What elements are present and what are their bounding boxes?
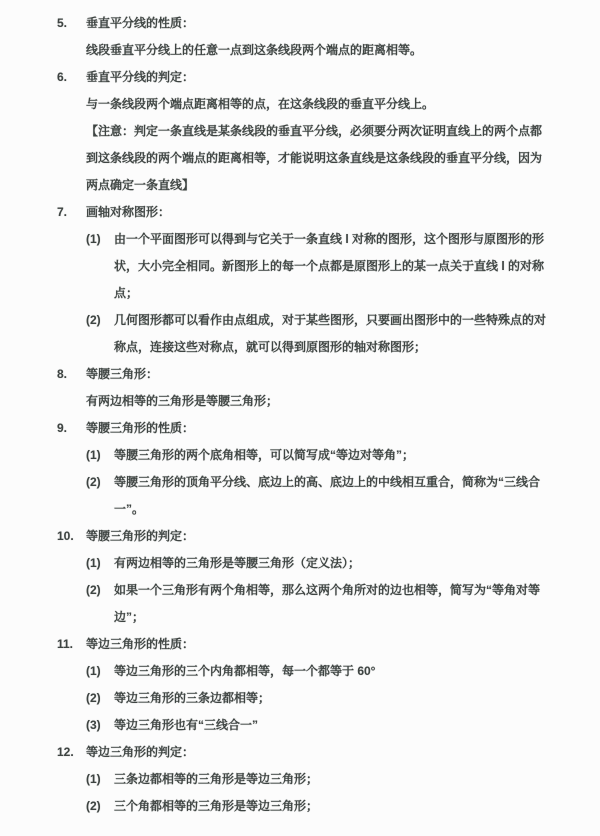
subitem-marker: (1) xyxy=(86,772,101,786)
item-number: 11. xyxy=(57,637,74,651)
item-content xyxy=(86,415,549,523)
item-title: 等腰三角形： xyxy=(86,367,159,381)
subitem-text: 如果一个三角形有两个角相等，那么这两个角所对的边也相等，简写为“等角对等边”； xyxy=(114,583,541,624)
subitem-marker: (3) xyxy=(86,718,101,732)
item-number: 10. xyxy=(57,529,74,543)
list-item xyxy=(57,523,555,631)
item-content xyxy=(86,199,549,361)
subitem-marker: (1) xyxy=(86,556,101,570)
subitem-text: 有两边相等的三角形是等腰三角形（定义法）； xyxy=(114,556,361,570)
item-title: 画轴对称图形： xyxy=(86,205,171,219)
item-number: 6. xyxy=(57,70,68,84)
sub-item xyxy=(86,658,549,685)
subitem-text: 等腰三角形的顶角平分线、底边上的高、底边上的中线相互重合，简称为“三线合一”。 xyxy=(114,475,541,516)
item-content xyxy=(86,523,549,631)
sub-item xyxy=(86,712,549,739)
subitem-marker: (2) xyxy=(86,691,101,705)
subitem-text: 等边三角形的三个内角都相等，每一个都等于 60° xyxy=(114,664,376,678)
list-item xyxy=(57,10,555,64)
subitem-marker: (1) xyxy=(86,448,101,462)
subitem-text: 由一个平面图形可以得到与它关于一条直线 l 对称的图形，这个图形与原图形的形状，大小完全相同。新图形上的每一个点都是原图形上的某一点关于直线 l 的对称点； xyxy=(114,232,545,300)
subitem-marker: (2) xyxy=(86,475,101,489)
subitem-marker: (1) xyxy=(86,664,101,678)
notes-list xyxy=(57,10,555,820)
list-item xyxy=(57,631,555,739)
item-content xyxy=(86,64,549,199)
item-number: 8. xyxy=(57,367,68,381)
item-title: 垂直平分线的判定： xyxy=(86,70,195,84)
subitem-text: 等边三角形也有“三线合一” xyxy=(114,718,259,732)
item-number: 9. xyxy=(57,421,68,435)
item-content xyxy=(86,10,549,64)
subitem-text: 等腰三角形的两个底角相等，可以简写成“等边对等角”； xyxy=(114,448,415,462)
list-item xyxy=(57,199,555,361)
sub-item xyxy=(86,307,549,361)
item-number: 12. xyxy=(57,745,74,759)
sub-item xyxy=(86,226,549,307)
item-content xyxy=(86,631,549,739)
subitem-text: 几何图形都可以看作由点组成，对于某些图形，只要画出图形中的一些特殊点的对称点，连接这些对称点，就可以得到原图形的轴对称图形； xyxy=(114,313,547,354)
item-paragraph: 线段垂直平分线上的任意一点到这条线段两个端点的距离相等。 xyxy=(86,43,423,57)
list-item xyxy=(57,739,555,820)
item-title: 垂直平分线的性质： xyxy=(86,16,195,30)
sub-item xyxy=(86,577,549,631)
sub-item xyxy=(86,442,549,469)
subitem-marker: (2) xyxy=(86,583,101,597)
sub-item xyxy=(86,685,549,712)
item-title: 等边三角形的性质： xyxy=(86,637,195,651)
subitem-text: 三个角都相等的三角形是等边三角形； xyxy=(114,799,319,813)
item-paragraph: 有两边相等的三角形是等腰三角形； xyxy=(86,394,279,408)
sub-item xyxy=(86,469,549,523)
item-paragraph: 【注意：判定一条直线是某条线段的垂直平分线，必须要分两次证明直线上的两个点都到这条线段的两个端点的距离相等，才能说明这条直线是这条线段的垂直平分线，因为两点确定一条直线】 xyxy=(86,124,543,192)
list-item xyxy=(57,64,555,199)
item-title: 等腰三角形的性质： xyxy=(86,421,195,435)
item-number: 7. xyxy=(57,205,68,219)
sub-item xyxy=(86,793,549,820)
sub-item xyxy=(86,550,549,577)
list-item xyxy=(57,361,555,415)
item-content xyxy=(86,739,549,820)
subitem-text: 三条边都相等的三角形是等边三角形； xyxy=(114,772,319,786)
subitem-marker: (2) xyxy=(86,313,101,327)
sub-item xyxy=(86,766,549,793)
subitem-marker: (1) xyxy=(86,232,101,246)
item-content xyxy=(86,361,549,415)
subitem-text: 等边三角形的三条边都相等； xyxy=(114,691,271,705)
item-paragraph: 与一条线段两个端点距离相等的点，在这条线段的垂直平分线上。 xyxy=(86,97,435,111)
item-title: 等腰三角形的判定： xyxy=(86,529,195,543)
item-title: 等边三角形的判定： xyxy=(86,745,195,759)
list-item xyxy=(57,415,555,523)
item-number: 5. xyxy=(57,16,68,30)
subitem-marker: (2) xyxy=(86,799,101,813)
